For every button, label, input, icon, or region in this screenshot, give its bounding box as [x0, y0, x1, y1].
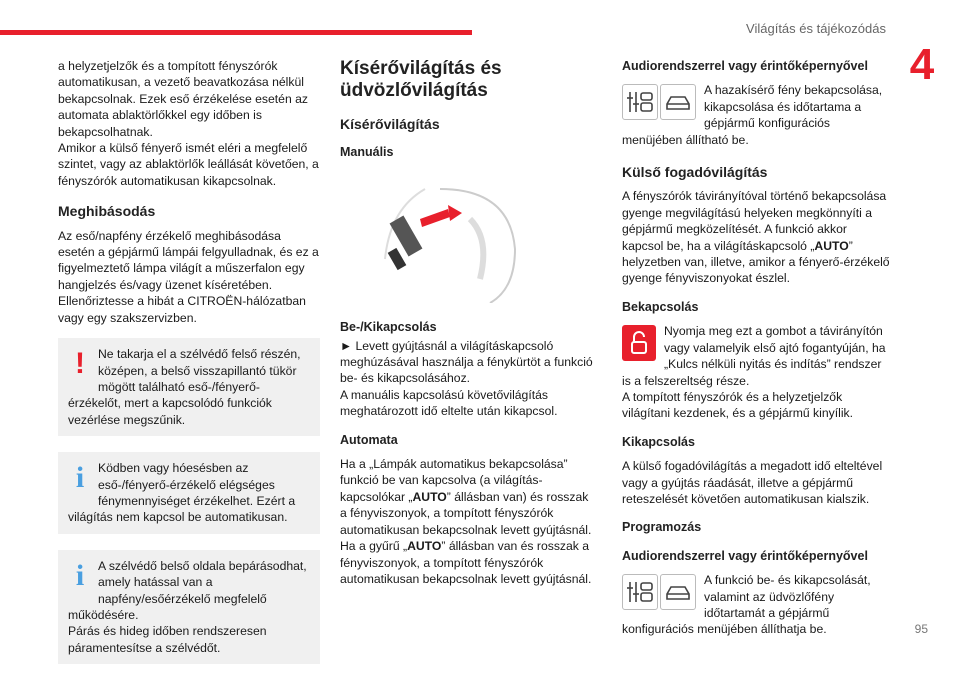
- fault-paragraph: Az eső/napfény érzékelő meghibásodása esetén a gépjármű lámpái felgyulladnak, és ez a figyelmeztető lámpa világít a műszerfalon egy hangjelzés és/vagy üzenet kíséretében.: [58, 228, 319, 292]
- header-title: Világítás és tájékozódás: [746, 21, 886, 36]
- exclamation-icon: !: [75, 347, 85, 381]
- on-heading: Bekapcsolás: [622, 299, 699, 314]
- onoff-text: ► Levett gyújtásnál a világításkapcsoló meghúzásával használja a fénykürtöt a funkció be- és kikapcsolásához.: [340, 338, 593, 386]
- info-note: [58, 452, 320, 534]
- info-note-text-2: Párás és hideg időben rendszeresen páramentesítse a szélvédőt.: [68, 624, 267, 655]
- warning-note-text: Ne takarja el a szélvédő felső részén, középen, a belső visszapillantó tükör mögött található eső-/fényerő-érzékelőt, mert a kapcsolódó funkciók vezérlése megszűnik.: [68, 347, 301, 427]
- auto-heading: Automata: [340, 432, 398, 447]
- intro-paragraph: Amikor a külső fényerő ismét eléri a megfelelő szintet, vagy az ablaktörlők leállását követően, a fényszórók automatikusan kikapcsolnak.: [58, 141, 319, 188]
- chapter-number: 4: [909, 40, 935, 89]
- info-note: [58, 550, 320, 664]
- audio2-text: A funkció be- és kikapcsolását, valamint az üdvözlőfény időtartamát a gépjármű konfigurációs menüjében állíthatja be.: [622, 573, 871, 637]
- header-accent-bar: [0, 30, 472, 35]
- auto-text: ” állásban van) és rosszak a fényviszonyok, a tompított fényszórók automatikusan bekapcsolnak levett gyújtásnál.: [340, 489, 592, 537]
- external-text: ” helyzetben van, illetve, amikor a fényerő-érzékelő gyenge fényviszonyokat észlel.: [622, 238, 890, 286]
- section-heading-fault: Meghibásodás: [58, 203, 156, 220]
- auto-text: Ha a „Lámpák automatikus bekapcsolása” funkció be van kapcsolva (a világítás-kapcsolókar „: [340, 457, 568, 504]
- intro-paragraph: a helyzetjelzők és a tompított fényszórók automatikusan, a vezető beavatkozása nélkül bekapcsolnak. Ezek eső érzékelése esetén az automata ablaktörlőkkel egy időben is bekapcsolhatnak.: [58, 59, 308, 139]
- warning-note: [58, 338, 320, 436]
- prog-heading: Programozás: [622, 520, 702, 535]
- column-2: [340, 58, 598, 597]
- audio-heading: Audiorendszerrel vagy érintőképernyővel: [622, 59, 868, 73]
- page-number: 95: [914, 622, 928, 636]
- fault-paragraph-2: Ellenőriztesse a hibát a CITROËN-hálózatban vagy egy szakszervizben.: [58, 294, 306, 325]
- info-icon: i: [75, 558, 85, 592]
- off-text: A külső fogadóvilágítás a megadott idő elteltével vagy a gyújtás ráadását, illetve a gépjármű reteszelését követően automatikusan kialszik.: [622, 459, 883, 506]
- onoff-text-2: A manuális kapcsolású követővilágítás meghatározott idő eltelte után kikapcsol.: [340, 387, 558, 419]
- auto-paragraph: [340, 456, 598, 587]
- auto-text: Ha a gyűrű „: [340, 539, 408, 554]
- section-title: Kísérővilágítás és üdvözlővilágítás: [340, 58, 502, 101]
- steering-lever-illustration: [370, 179, 520, 303]
- audio-paragraph: [622, 82, 890, 148]
- settings-car-icon: [622, 574, 658, 610]
- auto-text: ” állásban van és rosszak a fényviszonyok, a tompított fényszórók automatikusan bekapcsolnak levett gyújtásnál.: [340, 539, 592, 586]
- audio2-paragraph: [622, 572, 890, 638]
- on-text-2: A tompított fényszórók és a helyzetjelzők világítani kezdenek, és a gépjármű kinyílik.: [622, 389, 854, 421]
- settings-car-icon: [622, 84, 658, 120]
- external-paragraph: [622, 188, 890, 286]
- subsection-title: Kísérővilágítás: [340, 116, 440, 132]
- info-note-text: A szélvédő belső oldala bepárásodhat, amely hatással van a napfény/esőérzékelő megfelelő működésére.: [68, 558, 307, 622]
- auto-label: AUTO: [814, 238, 849, 253]
- column-3: [622, 58, 890, 648]
- config-icons: [622, 574, 696, 610]
- audio2-heading: Audiorendszerrel vagy érintőképernyővel: [622, 548, 868, 563]
- external-heading: Külső fogadóvilágítás: [622, 164, 768, 181]
- unlock-icon: [622, 325, 656, 361]
- auto-label: AUTO: [407, 539, 442, 554]
- manual-heading: Manuális: [340, 145, 394, 160]
- off-heading: Kikapcsolás: [622, 434, 695, 449]
- column-1: [58, 58, 320, 680]
- on-paragraph: [622, 323, 890, 389]
- info-note-text: Ködben vagy hóesésben az eső-/fényerő-érzékelő elégséges fénymennyiséget érzékelhet. Ezért a világítás nem kapcsol be automatikusan.: [68, 461, 296, 525]
- car-icon: [660, 574, 696, 610]
- on-text: Nyomja meg ezt a gombot a távirányítón vagy valamelyik első ajtó fogantyúján, ha „Kulcs nélküli nyitás és indítás” rendszer is a felszereltség része.: [622, 324, 886, 388]
- info-icon: i: [75, 461, 85, 495]
- config-icons: [622, 84, 696, 120]
- auto-label: AUTO: [412, 489, 447, 504]
- car-icon: [660, 84, 696, 120]
- audio-text: A hazakísérő fény bekapcsolása, kikapcsolása és időtartama a gépjármű konfigurációs menüjében állítható be.: [622, 83, 883, 147]
- onoff-heading: Be-/Kikapcsolás: [340, 320, 437, 335]
- external-text: A fényszórók távirányítóval történő bekapcsolása gyenge megvilágítású helyeken megkönnyíti a gépjármű megközelítését. A funkció akkor kapcsol be, ha a világításkapcsoló „: [622, 189, 887, 253]
